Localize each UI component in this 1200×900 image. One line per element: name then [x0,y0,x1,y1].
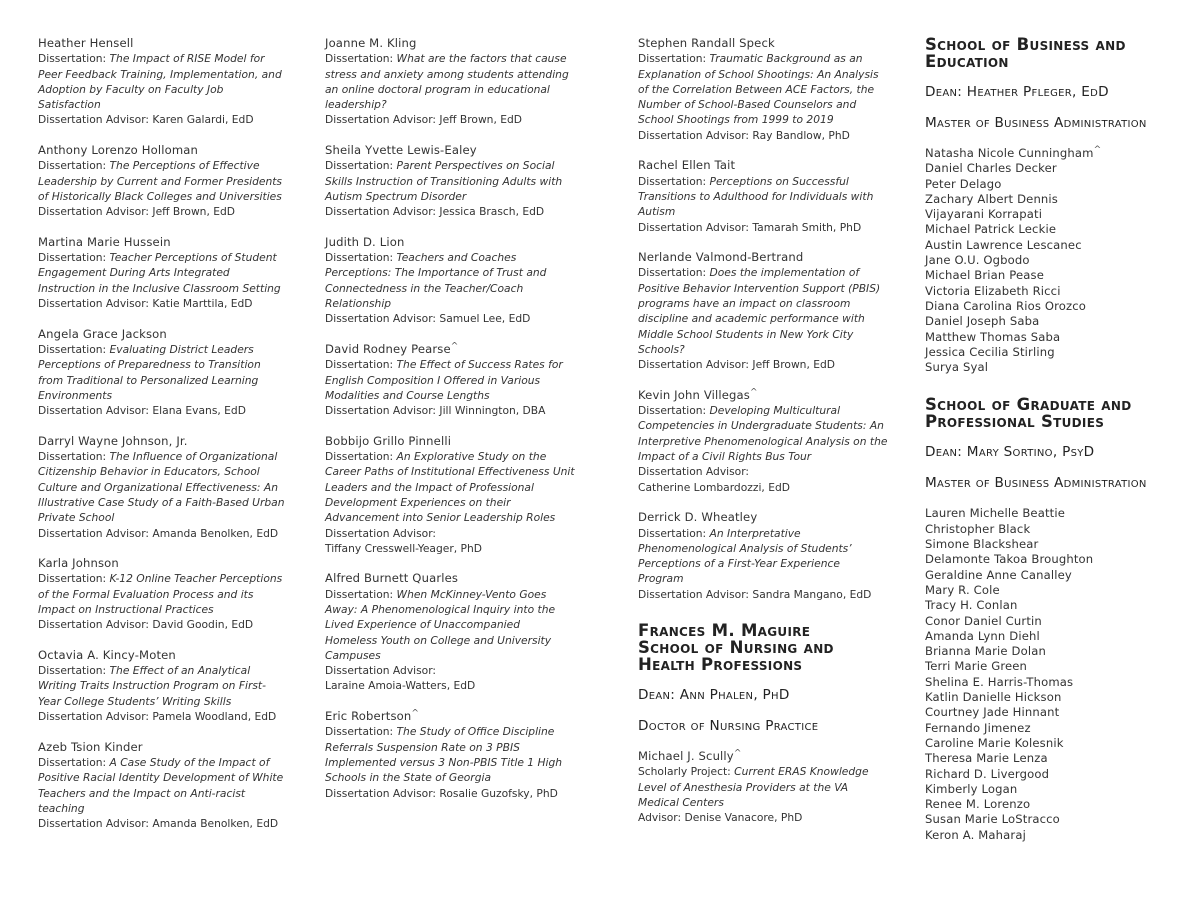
dissertation-entry [38,556,288,632]
graduate-name: Rachel Ellen Tait [638,158,736,173]
advisor: Dissertation Advisor: David Goodin, EdD [38,618,254,632]
graduate-name [925,828,1185,843]
dissertation-title: The Influence of Organizational Citizenship Behavior in Educators, School Culture and Organizational Effectiveness: An Illustrative Case Study of a Faith-Based Urban Private School [38,450,285,525]
dissertation-title: An Interpretative Phenomenological Analysis of Students’ Perceptions of a First-Year Experience Program [638,526,852,586]
caret-mark: ^ [411,708,419,719]
dissertation-entry [638,158,888,234]
dissertation-label: Dissertation: [38,52,110,66]
dissertation-line [638,403,888,464]
advisor: Dissertation Advisor: [325,664,437,678]
graduate-name [925,330,1185,345]
graduate-name [925,284,1185,299]
dissertation-line [325,357,575,403]
name-line [325,36,575,51]
graduate-name [925,812,1185,827]
graduate-name [925,345,1185,360]
dissertation-entry [638,36,888,143]
graduate-name-text: Austin Lawrence Lescanec [925,237,1082,252]
column-1 [38,36,288,847]
graduate-name-text: Jessica Cecilia Stirling [925,344,1055,359]
graduate-name [925,177,1185,192]
name-line [38,36,288,51]
graduate-name-text: Peter Delago [925,176,1002,191]
name-line [38,740,288,755]
nursing-degree: Doctor of Nursing Practice [638,717,819,734]
name-line [38,235,288,250]
advisor: Advisor: Denise Vanacore, PhD [638,811,803,825]
dissertation-label: Dissertation: [38,251,110,265]
dissertation-entry [38,740,288,832]
name-line [325,342,575,357]
advisor: Dissertation Advisor: Ray Bandlow, PhD [638,128,850,142]
dissertation-entry [325,571,575,693]
advisor: Dissertation Advisor: Jeff Brown, EdD [325,113,523,127]
advisor: Dissertation Advisor: Karen Galardi, EdD [38,113,254,127]
name-line [38,327,288,342]
dissertation-title: K-12 Online Teacher Perceptions of the Formal Evaluation Process and its Impact on Instructional Practices [38,572,283,616]
dissertation-title: Traumatic Background as an Explanation of School Shootings: An Analysis of the Correlation Between ACE Factors, the Number of School-Based Counselors and School Shootings from 1999 to 2019 [638,52,879,127]
dissertation-title: Teachers and Coaches Perceptions: The Importance of Trust and Connectedness in the Teacher/Coach Relationship [325,251,547,311]
dissertation-line [638,265,888,357]
dissertation-label: Dissertation: [325,450,397,464]
graduate-name-list [925,506,1185,843]
dissertation-entry [638,388,888,495]
name-line [325,434,575,449]
dissertation-title: Parent Perspectives on Social Skills Instruction of Transitioning Adults with Autism Spectrum Disorder [325,159,563,203]
caret-mark: ^ [1093,145,1102,156]
name-line [38,434,288,449]
dissertation-entry [38,235,288,311]
graduate-name: Angela Grace Jackson [38,326,167,341]
graduate-name [925,207,1185,222]
graduate-section [925,396,1185,843]
graduate-name: Eric Robertson [325,709,412,724]
advisor: Dissertation Advisor: Jeff Brown, EdD [38,205,236,219]
project-title: Current ERAS Knowledge Level of Anesthesia Providers at the VA Medical Centers [638,765,869,809]
advisor: Dissertation Advisor: Jill Winnington, DBA [325,404,546,418]
name-line [638,158,888,173]
dissertation-line [325,51,575,112]
graduate-name [925,751,1185,766]
dissertation-title: The Impact of RISE Model for Peer Feedback Training, Implementation, and Adoption by Faculty on Faculty Job Satisfaction [38,52,282,112]
dissertation-line [638,174,888,220]
dissertation-title: A Case Study of the Impact of Positive Racial Identity Development of White Teachers and the Impact on Anti-racist teaching [38,755,284,815]
graduate-name-text: Amanda Lynn Diehl [925,628,1040,643]
graduate-name-text: Tracy H. Conlan [925,598,1018,613]
graduate-name: Bobbijo Grillo Pinnelli [325,433,452,448]
graduate-name: Alfred Burnett Quarles [325,571,459,586]
dissertation-title: The Effect of an Analytical Writing Traits Instruction Program on First-Year College Students’ Writing Skills [38,664,266,708]
caret-mark: ^ [750,387,758,398]
dissertation-entry [38,648,288,724]
advisor: Dissertation Advisor: Samuel Lee, EdD [325,312,531,326]
dissertation-label: Dissertation: [38,342,110,356]
graduate-name [925,161,1185,176]
column-3-entries [638,36,888,602]
dissertation-label: Dissertation: [325,159,397,173]
dissertation-label: Dissertation: [325,52,397,66]
dissertation-entry [638,510,888,602]
name-line [325,235,575,250]
dissertation-title: When McKinney-Vento Goes Away: A Phenomenological Inquiry into the Lived Experience of Unaccompanied Homeless Youth on College and University Campuses [325,587,556,662]
name-line [38,556,288,571]
graduate-name-text: Victoria Elizabeth Ricci [925,283,1061,298]
graduate-name: Heather Hensell [38,36,134,50]
graduate-name-text: Zachary Albert Dennis [925,191,1058,206]
dissertation-entry [325,434,575,556]
graduate-name: Michael J. Scully [638,748,734,763]
graduate-name: Stephen Randall Speck [638,36,775,50]
dissertation-label: Dissertation: [638,266,710,280]
graduate-name [925,506,1185,521]
graduate-name-text: Richard D. Livergood [925,766,1050,781]
dissertation-label: Dissertation: [638,526,710,540]
advisor: Dissertation Advisor: Sandra Mangano, EdD [638,587,872,601]
caret-mark: ^ [733,748,742,759]
dissertation-title: Evaluating District Leaders Perceptions of Preparedness to Transition from Traditional to Personalized Learning Environments [38,342,261,402]
name-line [325,143,575,158]
nursing-dean: Dean: Ann Phalen, PhD [638,686,790,703]
nursing-school-title: Frances M. Maguire School of Nursing and Health Professions [638,620,834,674]
graduate-name-text: Susan Marie LoStracco [925,812,1060,827]
dissertation-label: Dissertation: [38,450,110,464]
graduate-name-text: Vijayarani Korrapati [925,207,1043,222]
graduate-name-text: Matthew Thomas Saba [925,329,1061,344]
graduate-name [925,360,1185,375]
graduate-name-text: Delamonte Takoa Broughton [925,552,1094,567]
dissertation-title: Perceptions on Successful Transitions to Adulthood for Individuals with Autism [638,174,874,219]
graduate-name [925,690,1185,705]
graduate-name-text: Daniel Joseph Saba [925,314,1040,329]
graduate-name-text: Renee M. Lorenzo [925,797,1031,812]
graduate-name-text: Brianna Marie Dolan [925,644,1046,659]
graduate-dean: Dean: Mary Sortino, PsyD [925,444,1095,461]
graduate-name [925,522,1185,537]
dissertation-entry [38,36,288,128]
dissertation-entry [38,143,288,219]
dissertation-title: The Study of Office Discipline Referrals Suspension Rate on 3 PBIS Implemented versus 3 Non-PBIS Title 1 High Schools in the State of Georgia [325,725,563,785]
graduate-name [925,222,1185,237]
advisor: Dissertation Advisor: [325,526,437,540]
dissertation-label: Dissertation: [38,755,110,769]
advisor: Dissertation Advisor: Jessica Brasch, EdD [325,205,545,219]
advisor: Dissertation Advisor: Amanda Benolken, EdD [38,817,279,831]
graduate-name-text: Shelina E. Harris-Thomas [925,674,1074,689]
advisor: Dissertation Advisor: Amanda Benolken, EdD [38,526,279,540]
graduate-name: Azeb Tsion Kinder [38,739,143,754]
graduate-name-text: Katlin Danielle Hickson [925,690,1062,705]
dissertation-title: The Perceptions of Effective Leadership by Current and Former Presidents of Historically Black Colleges and Universities [38,159,282,203]
graduate-name-text: Courtney Jade Hinnant [925,705,1060,720]
graduate-name [925,268,1185,283]
graduate-name-text: Christopher Black [925,521,1031,536]
dissertation-label: Dissertation: [638,404,710,418]
graduate-name-text: Diana Carolina Rios Orozco [925,298,1087,313]
graduate-name [925,552,1185,567]
graduate-name [925,583,1185,598]
graduate-name: Derrick D. Wheatley [638,510,758,525]
advisor: Dissertation Advisor: Pamela Woodland, EdD [38,710,277,724]
graduate-name [925,253,1185,268]
graduate-name [925,314,1185,329]
graduate-name-text: Fernando Jimenez [925,720,1031,735]
advisor: Dissertation Advisor: Rosalie Guzofsky, PhD [325,786,558,800]
dissertation-line [38,342,288,403]
dissertation-label: Dissertation: [638,174,710,188]
name-line [638,250,888,265]
graduate-name-text: Caroline Marie Kolesnik [925,735,1064,750]
dissertation-line [325,250,575,311]
dissertation-line [325,449,575,525]
dissertation-entry [325,235,575,327]
graduate-name [925,299,1185,314]
graduate-name-text: Daniel Charles Decker [925,161,1057,176]
dissertation-line [638,51,888,127]
column-2 [325,36,575,816]
name-line [325,571,575,586]
graduate-name-text: Natasha Nicole Cunningham [925,146,1094,160]
dissertation-line [38,663,288,709]
graduate-name [925,238,1185,253]
dissertation-entry [325,709,575,801]
business-degree: Master of Business Administration [925,115,1147,131]
graduate-name: Martina Marie Hussein [38,234,171,249]
graduate-name [925,568,1185,583]
name-line [638,36,888,51]
graduate-name: Judith D. Lion [325,234,405,249]
graduate-name [925,629,1185,644]
nursing-section [638,622,888,825]
dissertation-entry [38,327,288,419]
dissertation-line [38,449,288,525]
dissertation-entry [38,434,288,541]
graduate-name [925,644,1185,659]
graduate-name [925,659,1185,674]
name-line [325,709,575,724]
dissertation-entry [325,36,575,128]
dissertation-line [638,526,888,587]
dissertation-line [325,724,575,785]
dissertation-label: Dissertation: [38,664,110,678]
business-name-list [925,146,1185,375]
graduate-name: Sheila Yvette Lewis-Ealey [325,143,477,158]
dissertation-line [325,158,575,204]
dissertation-title: Developing Multicultural Competencies in Undergraduate Students: An Interpretive Phenomenological Analysis on the Impact of a Civil Rights Bus Tour [638,404,888,464]
advisor: Dissertation Advisor: Elana Evans, EdD [38,404,246,418]
dissertation-line [325,587,575,663]
advisor-name: Catherine Lombardozzi, EdD [638,480,790,494]
dissertation-title: Teacher Perceptions of Student Engagement During Arts Integrated Instruction in the Inclusive Classroom Setting [38,251,281,295]
graduate-degree: Master of Business Administration [925,475,1147,492]
graduate-name: Darryl Wayne Johnson, Jr. [38,433,188,448]
name-line [38,143,288,158]
advisor: Dissertation Advisor: Tamarah Smith, PhD [638,220,862,234]
advisor-name: Tiffany Cresswell-Yeager, PhD [325,541,482,555]
dissertation-line [38,51,288,112]
dissertation-line [38,755,288,816]
business-school-title: School of Business and Education [925,35,1126,71]
dissertation-label: Dissertation: [38,572,110,586]
dissertation-title: What are the factors that cause stress and anxiety among students attending an online doctoral program in educational leadership? [325,52,569,112]
graduate-name [925,537,1185,552]
graduate-name-text: Michael Brian Pease [925,268,1045,283]
graduate-name-text: Keron A. Maharaj [925,827,1026,842]
graduate-name-text: Mary R. Cole [925,582,1000,597]
nursing-entry [638,749,888,825]
dissertation-entry [325,342,575,418]
business-dean: Dean: Heather Pfleger, EdD [925,84,1109,100]
business-section [925,36,1185,375]
graduate-name-text: Kimberly Logan [925,781,1018,796]
graduate-name [925,614,1185,629]
graduate-name [925,705,1185,720]
graduate-name-text: Jane O.U. Ogbodo [925,253,1030,268]
dissertation-entry [638,250,888,372]
dissertation-title: An Explorative Study on the Career Paths of Institutional Effectiveness Unit Leaders and the Impact of Professional Development Experiences on their Advancement into Senior Leadership Roles [325,450,575,525]
graduate-name: Kevin John Villegas [638,387,750,402]
graduate-name: David Rodney Pearse [325,341,451,356]
column-3 [638,36,888,841]
graduate-name: Karla Johnson [38,556,119,571]
caret-mark: ^ [450,341,459,352]
graduate-name [925,598,1185,613]
graduate-name-text: Simone Blackshear [925,537,1039,552]
graduate-name [925,782,1185,797]
column-4 [925,36,1185,843]
advisor: Dissertation Advisor: Katie Marttila, EdD [38,297,253,311]
graduate-name-text: Theresa Marie Lenza [925,751,1048,766]
dissertation-entry [325,143,575,219]
project-label: Scholarly Project: [638,765,735,779]
dissertation-label: Dissertation: [638,52,710,66]
advisor: Dissertation Advisor: [638,465,750,479]
graduate-name [925,146,1185,161]
dissertation-title: Does the implementation of Positive Behavior Intervention Support (PBIS) programs have an impact on classroom discipline and academic performance with Middle School Students in New York City Schools? [638,266,881,356]
name-line [638,388,888,403]
dissertation-label: Dissertation: [325,251,397,265]
graduate-name: Anthony Lorenzo Holloman [38,143,199,158]
graduate-name [925,736,1185,751]
graduate-name-text: Lauren Michelle Beattie [925,506,1066,521]
dissertation-line [38,158,288,204]
graduate-name [925,767,1185,782]
advisor: Dissertation Advisor: Jeff Brown, EdD [638,358,836,372]
name-line [638,510,888,525]
graduate-school-title: School of Graduate and Professional Studies [925,395,1132,432]
dissertation-line [38,571,288,617]
dissertation-line [38,250,288,296]
graduate-name [925,675,1185,690]
dissertation-label: Dissertation: [325,587,397,601]
name-line [38,648,288,663]
graduate-name-text: Geraldine Anne Canalley [925,567,1072,582]
graduate-name-text: Michael Patrick Leckie [925,222,1057,237]
graduate-name: Octavia A. Kincy-Moten [38,647,176,662]
graduate-name: Joanne M. Kling [325,36,417,50]
dissertation-label: Dissertation: [38,159,110,173]
advisor-name: Laraine Amoia-Watters, EdD [325,679,476,693]
graduate-name [925,192,1185,207]
graduate-name-text: Surya Syal [925,360,989,375]
graduate-name [925,797,1185,812]
graduate-name-text: Terri Marie Green [925,659,1028,674]
dissertation-title: The Effect of Success Rates for English Composition I Offered in Various Modalities and Course Lengths [325,358,563,402]
dissertation-label: Dissertation: [325,725,397,739]
graduate-name-text: Conor Daniel Curtin [925,613,1042,628]
graduate-name: Nerlande Valmond-Bertrand [638,250,804,265]
graduate-name [925,721,1185,736]
dissertation-label: Dissertation: [325,358,397,372]
